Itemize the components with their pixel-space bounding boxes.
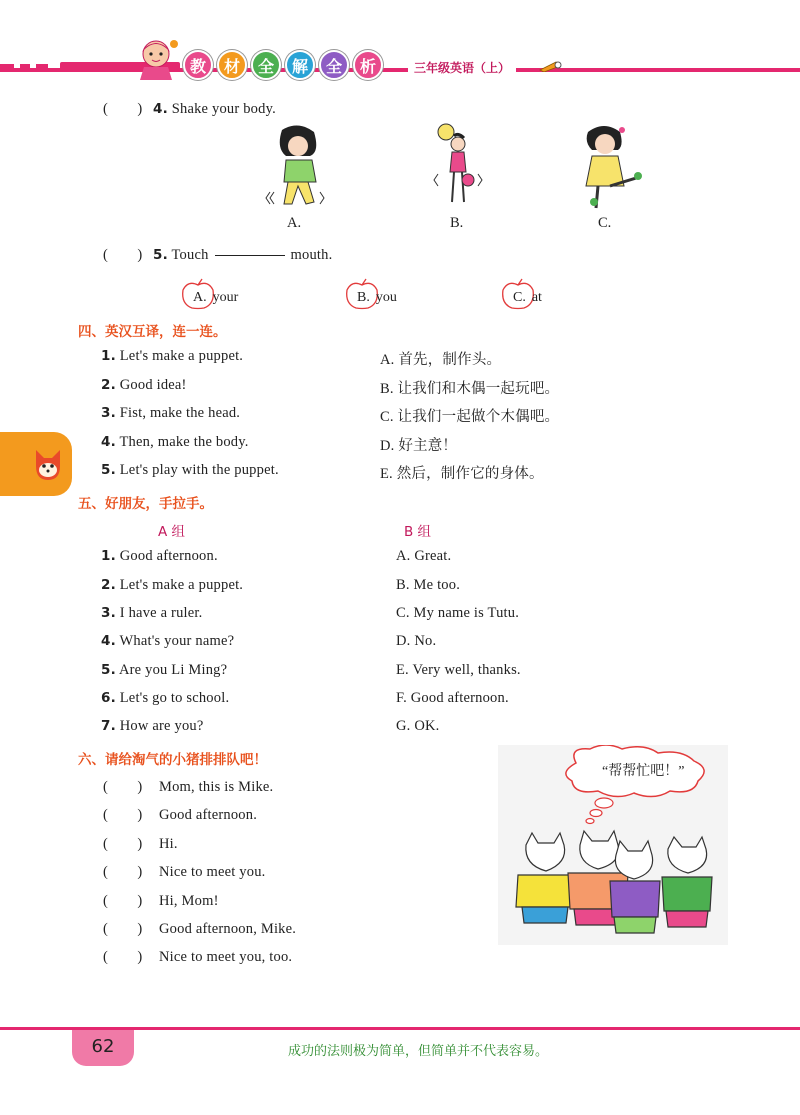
match-right-item[interactable]: B. 让我们和木偶一起玩吧。 xyxy=(380,381,560,397)
order-item xyxy=(103,917,296,938)
match-left-item[interactable] xyxy=(101,377,187,394)
order-text: Good afternoon, Mike. xyxy=(159,921,297,937)
match-right-item[interactable]: C. 让我们一起做个木偶吧。 xyxy=(380,409,560,425)
match-right-item[interactable]: D. 好主意！ xyxy=(380,438,458,454)
page-number: 62 xyxy=(91,1036,115,1057)
item-number: 1. xyxy=(101,548,116,564)
girl-jumping-illustration xyxy=(432,122,484,214)
order-item xyxy=(103,860,265,881)
item-text: How are you? xyxy=(119,718,204,734)
group-a-title: A 组 xyxy=(158,524,186,540)
question-text: mouth. xyxy=(290,247,333,263)
order-text: Mom, this is Mike. xyxy=(159,779,274,795)
logo-char: 析 xyxy=(353,50,383,80)
order-text: Nice to meet you. xyxy=(159,864,266,880)
group-a-item[interactable] xyxy=(101,548,218,565)
group-b-item[interactable]: G. OK. xyxy=(396,718,440,734)
question-number: 4. xyxy=(153,101,168,117)
item-number: 5. xyxy=(101,662,116,678)
answer-blank[interactable]: ( ) xyxy=(103,101,143,117)
section-4-title: 四、英汉互译，连一连。 xyxy=(78,324,227,340)
group-b-item[interactable]: D. No. xyxy=(396,633,437,649)
option-b-label: B. xyxy=(450,215,464,231)
logo-char: 全 xyxy=(251,50,281,80)
fox-mascot-icon xyxy=(30,446,66,484)
order-blank[interactable]: ( ) xyxy=(103,921,143,937)
answer-blank[interactable]: ( ) xyxy=(103,247,143,263)
group-b-item[interactable]: F. Good afternoon. xyxy=(396,690,509,706)
order-blank[interactable]: ( ) xyxy=(103,893,143,909)
option-b[interactable] xyxy=(357,290,397,306)
question-4 xyxy=(103,97,276,118)
order-blank[interactable]: ( ) xyxy=(103,807,143,823)
item-text: Let's make a puppet. xyxy=(119,577,244,593)
option-letter: C. xyxy=(513,290,526,305)
item-text: Fist, make the head. xyxy=(119,405,241,421)
item-number: 4. xyxy=(101,434,116,450)
group-b-item[interactable]: A. Great. xyxy=(396,548,452,564)
item-text: Let's play with the puppet. xyxy=(119,462,279,478)
item-number: 2. xyxy=(101,577,116,593)
question-number: 5. xyxy=(153,247,168,263)
group-a-item[interactable] xyxy=(101,605,202,622)
title-logo xyxy=(183,50,383,80)
speech-bubble-text: “帮帮忙吧！” xyxy=(602,764,685,779)
item-number: 2. xyxy=(101,377,116,393)
order-item xyxy=(103,832,178,853)
option-letter: B. xyxy=(357,290,370,305)
girl-kicking-illustration xyxy=(574,122,646,214)
match-left-item[interactable] xyxy=(101,348,243,365)
question-5 xyxy=(103,243,332,264)
item-text: I have a ruler. xyxy=(119,605,203,621)
item-number: 1. xyxy=(101,348,116,364)
match-left-item[interactable] xyxy=(101,405,240,422)
group-a-item[interactable] xyxy=(101,718,203,735)
question-text: Touch xyxy=(171,247,209,263)
item-text: Let's make a puppet. xyxy=(119,348,244,364)
section-6-title: 六、请给淘气的小猪排排队吧！ xyxy=(78,752,267,768)
order-blank[interactable]: ( ) xyxy=(103,779,143,795)
pencil-icon xyxy=(538,58,564,72)
girl-shaking-illustration xyxy=(262,122,332,214)
item-number: 4. xyxy=(101,633,116,649)
item-number: 5. xyxy=(101,462,116,478)
order-blank[interactable]: ( ) xyxy=(103,836,143,852)
item-text: What's your name? xyxy=(119,633,235,649)
match-left-item[interactable] xyxy=(101,434,249,451)
item-number: 3. xyxy=(101,605,116,621)
option-word: you xyxy=(375,290,397,305)
item-text: Then, make the body. xyxy=(119,434,249,450)
question-text: Shake your body. xyxy=(171,101,276,117)
item-text: Are you Li Ming? xyxy=(118,662,228,678)
option-c-label: C. xyxy=(598,215,612,231)
group-a-item[interactable] xyxy=(101,577,243,594)
item-text: Let's go to school. xyxy=(119,690,230,706)
logo-char: 材 xyxy=(217,50,247,80)
order-text: Hi, Mom! xyxy=(159,893,219,909)
order-blank[interactable]: ( ) xyxy=(103,864,143,880)
order-item xyxy=(103,803,257,824)
order-item xyxy=(103,945,292,966)
item-text: Good afternoon. xyxy=(119,548,218,564)
fill-blank[interactable] xyxy=(215,255,285,256)
order-item xyxy=(103,889,219,910)
item-text: Good idea! xyxy=(119,377,187,393)
group-a-item[interactable] xyxy=(101,633,234,650)
group-b-title: B 组 xyxy=(404,524,432,540)
match-right-item[interactable]: E. 然后，制作它的身体。 xyxy=(380,466,544,482)
group-b-item[interactable]: C. My name is Tutu. xyxy=(396,605,520,621)
match-left-item[interactable] xyxy=(101,462,279,479)
group-b-item[interactable]: B. Me too. xyxy=(396,577,461,593)
item-number: 6. xyxy=(101,690,116,706)
match-right-item[interactable]: A. 首先，制作头。 xyxy=(380,352,502,368)
logo-char: 全 xyxy=(319,50,349,80)
order-text: Good afternoon. xyxy=(159,807,258,823)
option-word: at xyxy=(531,290,542,305)
section-5-title: 五、好朋友，手拉手。 xyxy=(78,496,213,512)
logo-char: 解 xyxy=(285,50,315,80)
order-item xyxy=(103,775,273,796)
option-word: your xyxy=(212,290,239,305)
option-a-label: A. xyxy=(287,215,302,231)
order-blank[interactable]: ( ) xyxy=(103,949,143,965)
footer-motto: 成功的法则极为简单，但简单并不代表容易。 xyxy=(288,1044,549,1059)
item-number: 7. xyxy=(101,718,116,734)
group-a-item[interactable] xyxy=(101,662,227,679)
option-letter: A. xyxy=(193,290,207,305)
header-line xyxy=(0,68,800,72)
group-b-item[interactable]: E. Very well, thanks. xyxy=(396,662,521,678)
logo-char: 教 xyxy=(183,50,213,80)
book-subtitle: 三年级英语（上） xyxy=(408,59,516,76)
order-text: Hi. xyxy=(159,836,178,852)
option-a[interactable] xyxy=(193,290,238,306)
item-number: 3. xyxy=(101,405,116,421)
mascot-girl-icon xyxy=(130,34,182,82)
order-text: Nice to meet you, too. xyxy=(159,949,293,965)
group-a-item[interactable] xyxy=(101,690,229,707)
option-c[interactable] xyxy=(513,290,542,306)
